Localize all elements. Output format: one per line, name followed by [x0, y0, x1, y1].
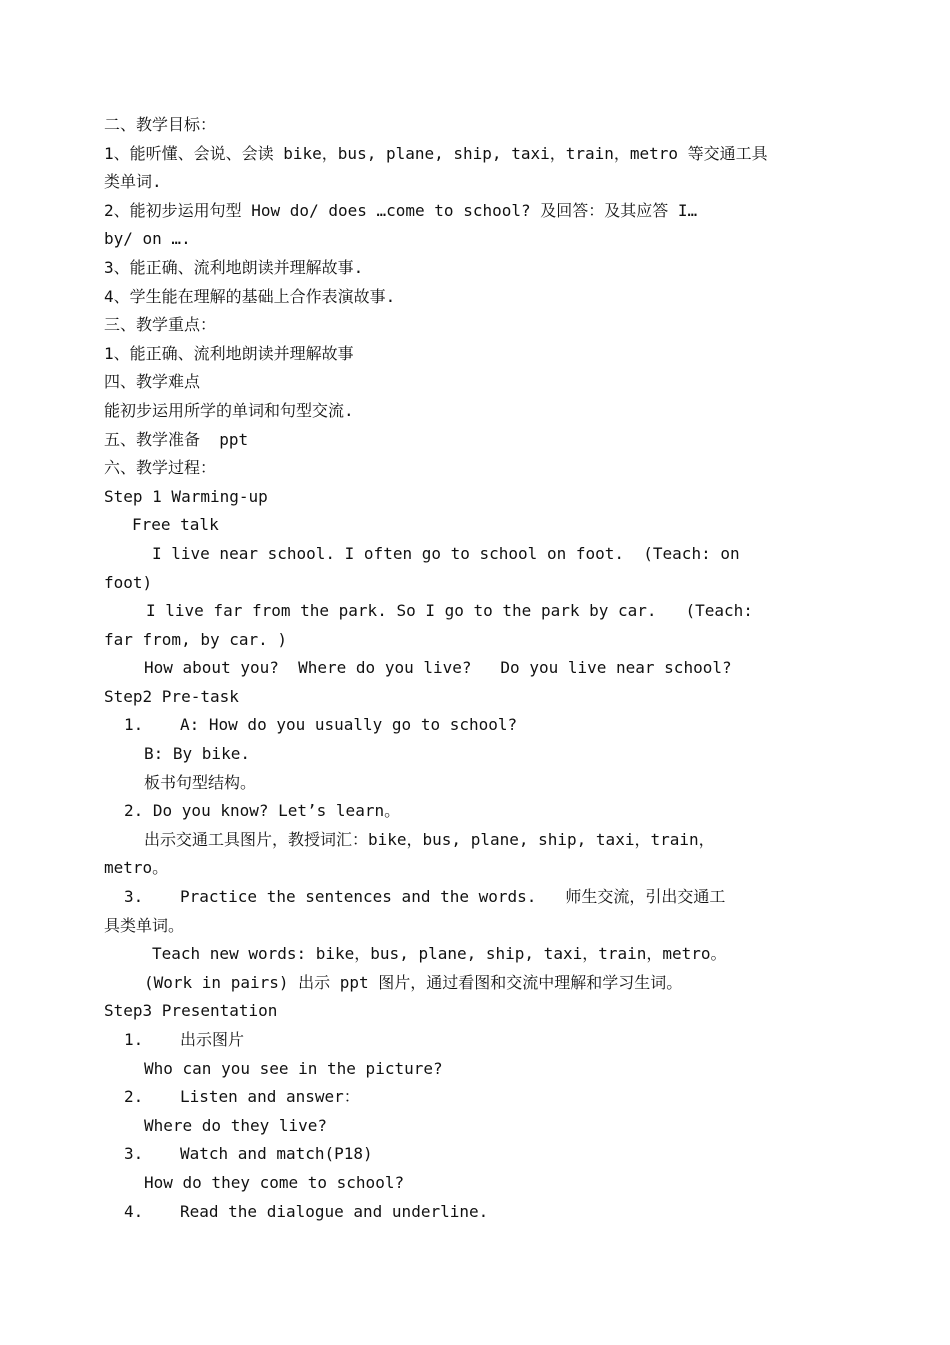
pre-task-item-1 — [104, 711, 770, 740]
presentation-item-3-text: Watch and match(P18) — [180, 1144, 373, 1164]
free-talk-line-3: How about you? Where do you live? Do you live near school? — [144, 658, 732, 678]
presentation-item-1-text: 出示图片 — [180, 1030, 245, 1049]
list-number: 3. — [124, 1144, 144, 1164]
free-talk-line-2-cont: far from, by car. ) — [104, 629, 288, 649]
teach-new-words: Teach new words: bike，bus, plane, ship, taxi，train，metro。 — [152, 944, 727, 964]
difficulty-text: 能初步运用所学的单词和句型交流. — [104, 400, 354, 420]
pre-task-item-3 — [104, 883, 770, 912]
list-number: 1. — [124, 715, 144, 735]
list-number: 3. — [124, 887, 144, 907]
pre-task-item-1-text: A: How do you usually go to school? — [180, 715, 518, 735]
step-2-title: Step2 Pre-task — [104, 686, 239, 706]
pre-task-item-2: 2. Do you know? Let’s learn。 — [124, 801, 401, 821]
presentation-item-2 — [104, 1083, 770, 1112]
free-talk-line-1-cont: foot) — [104, 572, 153, 592]
presentation-item-4 — [104, 1198, 770, 1227]
presentation-item-3 — [104, 1140, 770, 1169]
objective-1-cont: 类单词. — [104, 172, 162, 192]
pre-task-item-2-detail-cont: metro。 — [104, 858, 169, 878]
objective-2-cont: by/ on …. — [104, 229, 191, 249]
work-in-pairs: (Work in pairs) 出示 ppt 图片，通过看图和交流中理解和学习生词。 — [144, 972, 683, 992]
pre-task-item-2-detail: 出示交通工具图片，教授词汇：bike，bus, plane, ship, taxi，train， — [144, 829, 715, 849]
free-talk-line-1: I live near school. I often go to school on foot. (Teach: on — [152, 543, 740, 563]
heading-difficulties: 四、教学难点 — [104, 372, 201, 392]
presentation-item-1 — [104, 1026, 770, 1055]
pre-task-item-3-cont: 具类单词。 — [104, 915, 185, 935]
heading-preparation: 五、教学准备 ppt — [104, 429, 249, 449]
list-number: 1. — [124, 1030, 144, 1049]
free-talk-label: Free talk — [132, 515, 219, 535]
objective-2: 2、能初步运用句型 How do/ does …come to school? 及回答：及其应答 I… — [104, 200, 698, 220]
objective-3: 3、能正确、流利地朗读并理解故事. — [104, 257, 364, 277]
list-number: 4. — [124, 1201, 144, 1221]
presentation-item-1-question: Who can you see in the picture? — [144, 1058, 443, 1078]
pre-task-item-3-text: Practice the sentences and the words. 师生交流，引出交通工 — [180, 887, 726, 907]
presentation-item-4-text: Read the dialogue and underline. — [180, 1201, 489, 1221]
heading-key-points: 三、教学重点： — [104, 315, 217, 335]
objective-4: 4、学生能在理解的基础上合作表演故事. — [104, 286, 396, 306]
pre-task-answer: B: By bike. — [144, 744, 250, 764]
heading-process: 六、教学过程： — [104, 458, 217, 478]
free-talk-line-2: I live far from the park. So I go to the park by car. (Teach: — [146, 601, 753, 621]
list-number: 2. — [124, 1087, 144, 1107]
document-body — [104, 111, 770, 1226]
presentation-item-2-text: Listen and answer： — [180, 1087, 360, 1107]
key-point-1: 1、能正确、流利地朗读并理解故事 — [104, 343, 354, 363]
step-3-title: Step3 Presentation — [104, 1001, 278, 1021]
step-1-title: Step 1 Warming-up — [104, 486, 268, 506]
presentation-item-3-question: How do they come to school? — [144, 1172, 405, 1192]
pre-task-note: 板书句型结构。 — [144, 772, 257, 792]
objective-1: 1、能听懂、会说、会读 bike，bus, plane, ship, taxi，train，metro 等交通工具 — [104, 143, 768, 163]
presentation-item-2-question: Where do they live? — [144, 1115, 328, 1135]
heading-teaching-objectives: 二、教学目标： — [104, 115, 217, 134]
